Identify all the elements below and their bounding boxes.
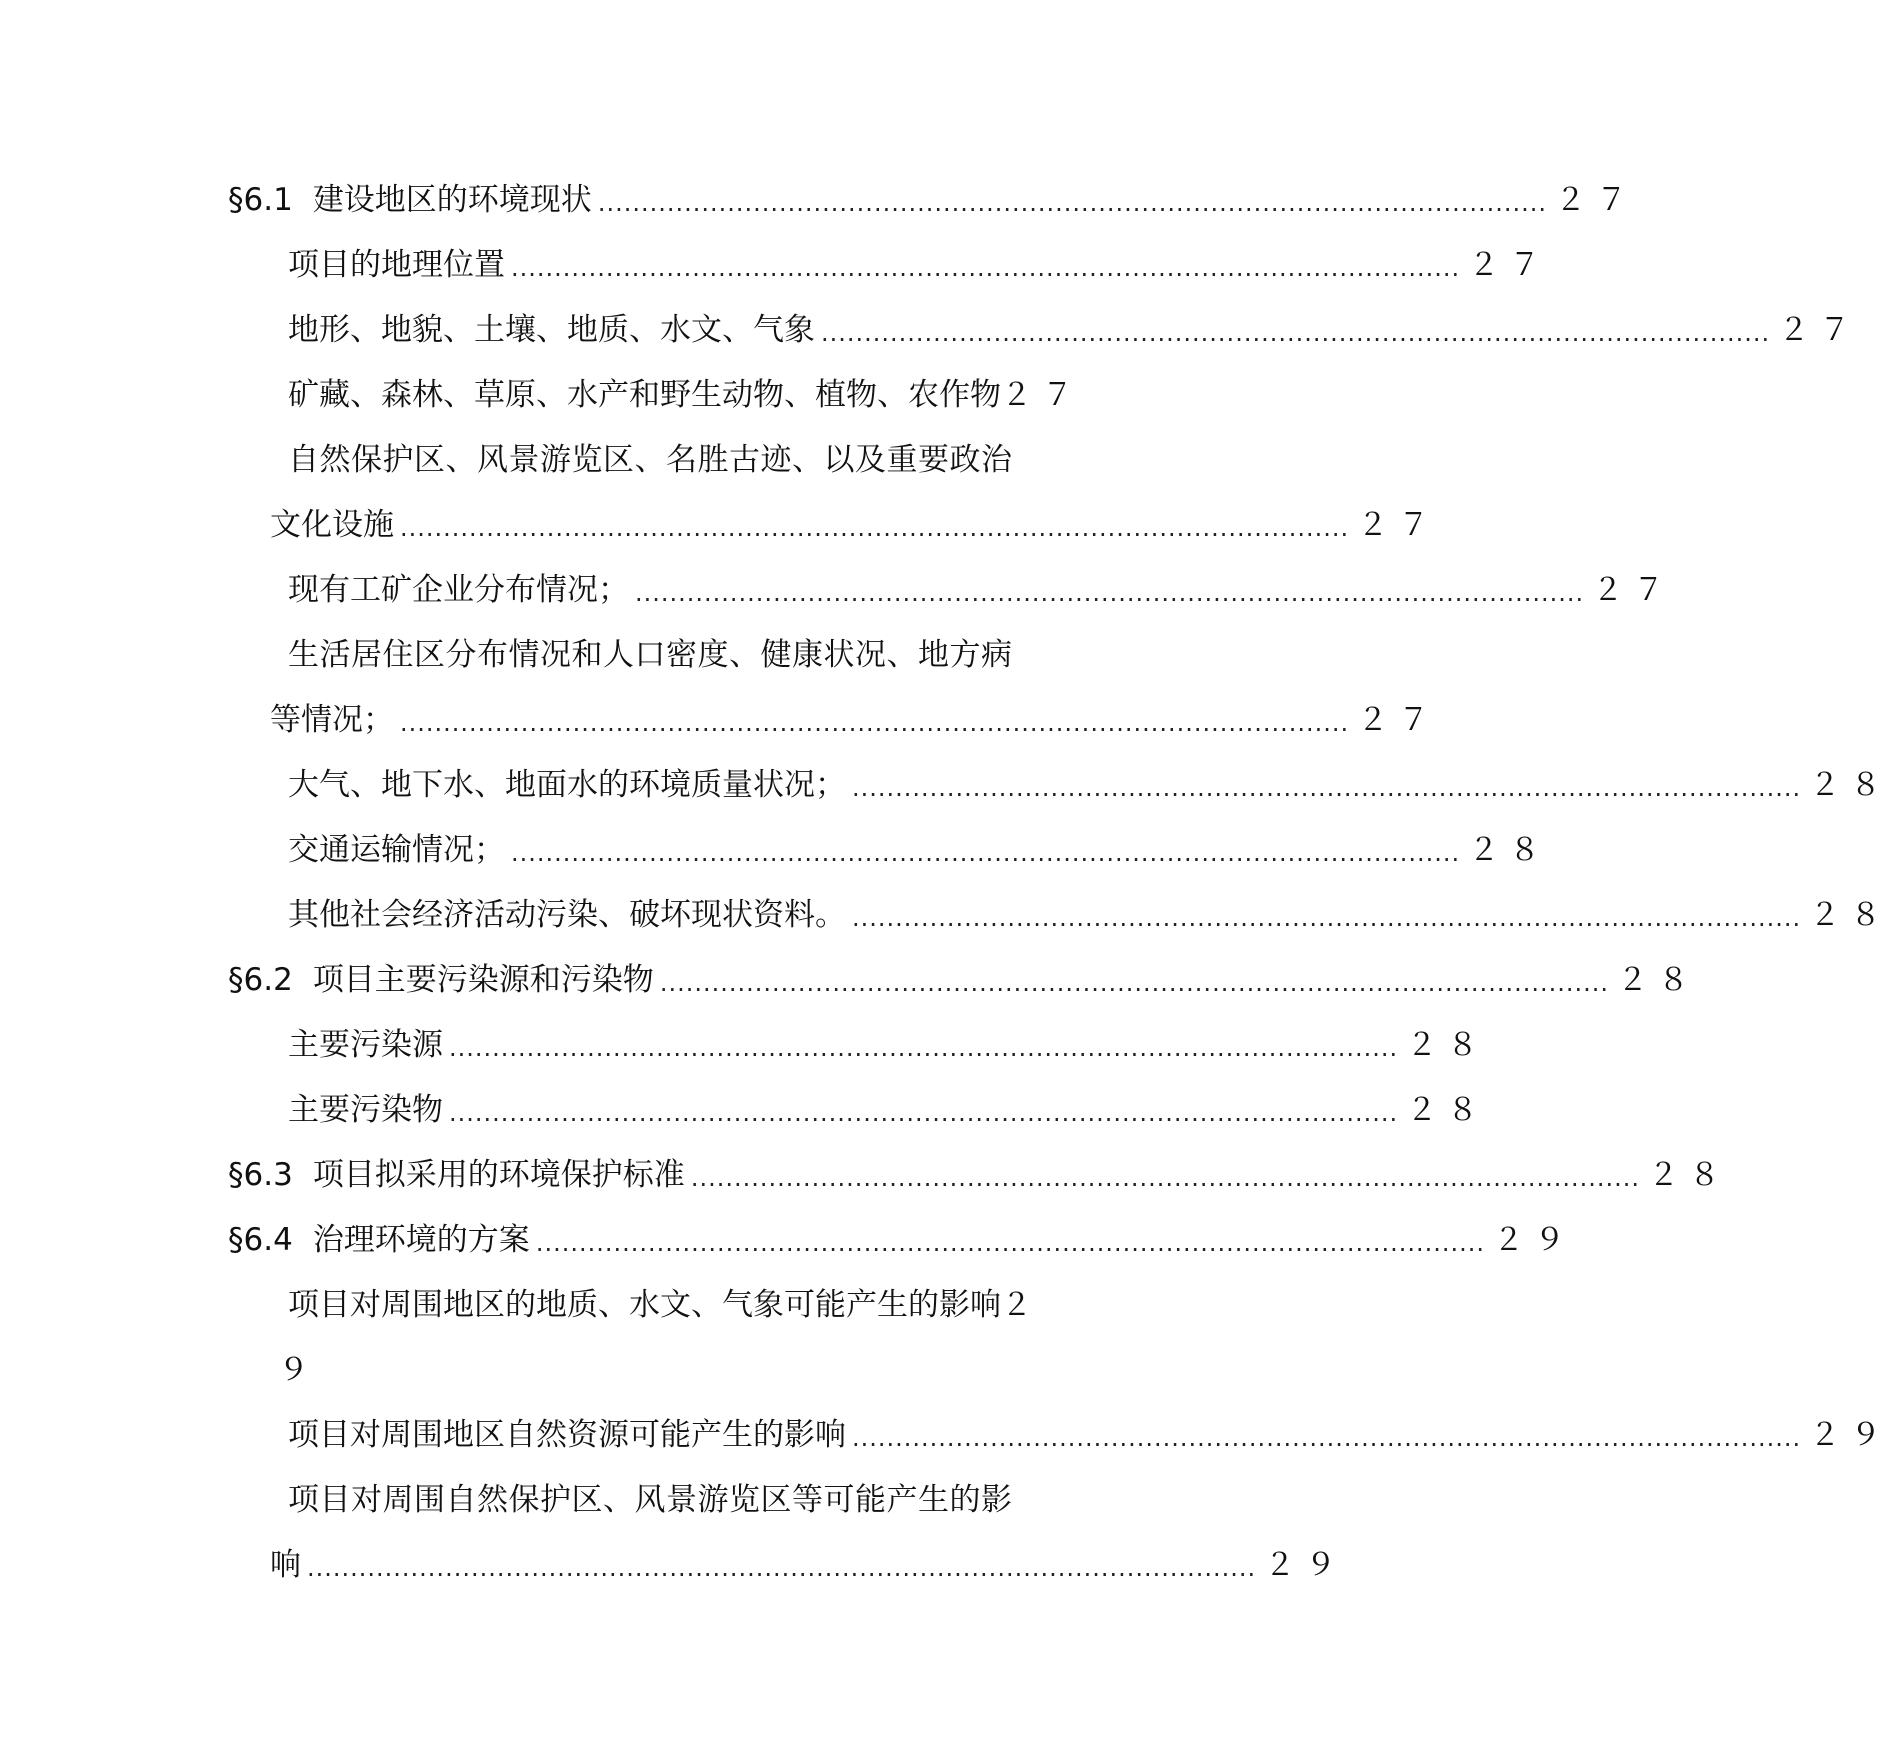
dot-leader: ..............................................................................................................	[659, 969, 1609, 997]
dot-leader: ..............................................................................................................	[511, 254, 1461, 282]
section-number: §6.2	[228, 962, 293, 998]
entry-title: 建设地区的环境现状	[312, 182, 592, 218]
toc-entry-section[interactable]	[0, 1195, 1575, 1260]
toc-entry[interactable]	[0, 805, 1551, 870]
dot-leader: ..............................................................................................................	[635, 579, 1585, 607]
page-number: ２７	[1357, 702, 1440, 738]
page-number: ２７	[1357, 507, 1440, 543]
section-number: §6.3	[228, 1157, 293, 1193]
page-number: ２８	[1468, 832, 1551, 868]
dot-leader: ..............................................................................................................	[690, 1164, 1640, 1192]
entry-title-continuation: 响	[270, 1547, 301, 1583]
entry-title-continuation: ９	[278, 1352, 309, 1388]
dot-leader: ..............................................................................................................	[821, 319, 1771, 347]
entry-title: 项目对周围地区自然资源可能产生的影响	[288, 1417, 846, 1453]
entry-title: 其他社会经济活动污染、破坏现状资料。	[288, 897, 846, 933]
dot-leader: ..............................................................................................................	[535, 1229, 1485, 1257]
dot-leader: ..............................................................................................................	[597, 189, 1547, 217]
page-number: ２７	[1555, 182, 1637, 218]
entry-title: 主要污染物	[288, 1092, 443, 1128]
toc-entry-wrapped[interactable]	[0, 1260, 1241, 1325]
toc-entry[interactable]	[0, 545, 1675, 610]
toc-entry[interactable]	[0, 1000, 1489, 1065]
toc-entry-continuation[interactable]	[0, 480, 1440, 545]
table-of-contents	[0, 155, 1891, 1585]
section-number: §6.1	[228, 182, 293, 218]
dot-leader: ..............................................................................................................	[852, 1424, 1802, 1452]
entry-title: 自然保护区、风景游览区、名胜古迹、以及重要政治	[288, 442, 1013, 478]
entry-title: 项目对周围地区的地质、水文、气象可能产生的影响２	[288, 1287, 1032, 1323]
page-number: ２７	[1778, 312, 1861, 348]
toc-entry-continuation[interactable]	[0, 1325, 1241, 1390]
entry-title-continuation: 文化设施	[270, 507, 394, 543]
entry-title-continuation: 等情况；	[270, 702, 394, 738]
page-number: ２９	[1264, 1547, 1347, 1583]
entry-title: 主要污染源	[288, 1027, 443, 1063]
toc-entry-continuation[interactable]	[0, 1520, 1347, 1585]
dot-leader: ..............................................................................................................	[400, 709, 1350, 737]
toc-entry-section[interactable]	[0, 155, 1637, 220]
page-number: ２９	[1809, 1417, 1891, 1453]
toc-entry-section[interactable]	[0, 935, 1699, 1000]
toc-entry-section[interactable]	[0, 1130, 1730, 1195]
page-number: ２８	[1809, 897, 1891, 933]
toc-entry[interactable]	[0, 740, 1891, 805]
page-number: ２８	[1648, 1157, 1730, 1193]
toc-entry[interactable]	[0, 1065, 1489, 1130]
entry-title: 项目对周围自然保护区、风景游览区等可能产生的影	[288, 1482, 1013, 1518]
dot-leader: ..............................................................................................................	[449, 1034, 1399, 1062]
toc-entry-wrapped[interactable]	[0, 1455, 1241, 1520]
section-number: §6.4	[228, 1222, 293, 1258]
toc-entry[interactable]	[0, 350, 1241, 415]
page-number: ２９	[1493, 1222, 1575, 1258]
entry-title: 大气、地下水、地面水的环境质量状况；	[288, 767, 846, 803]
page-number: ２７	[1468, 247, 1551, 283]
toc-entry[interactable]	[0, 870, 1891, 935]
entry-title: 生活居住区分布情况和人口密度、健康状况、地方病	[288, 637, 1013, 673]
toc-entry-continuation[interactable]	[0, 675, 1440, 740]
toc-entry[interactable]	[0, 1390, 1891, 1455]
page-number: ２８	[1617, 962, 1699, 998]
entry-title: 现有工矿企业分布情况；	[288, 572, 629, 608]
page-number: ２８	[1406, 1092, 1489, 1128]
entry-title: 项目的地理位置	[288, 247, 505, 283]
dot-leader: ..............................................................................................................	[400, 514, 1350, 542]
dot-leader: ..............................................................................................................	[307, 1554, 1257, 1582]
entry-title: 交通运输情况；	[288, 832, 505, 868]
dot-leader: ..............................................................................................................	[852, 904, 1802, 932]
page-number: ２７	[1001, 377, 1083, 413]
page-number: ２８	[1809, 767, 1891, 803]
dot-leader: ..............................................................................................................	[449, 1099, 1399, 1127]
dot-leader: ..............................................................................................................	[852, 774, 1802, 802]
page-number: ２８	[1406, 1027, 1489, 1063]
toc-entry[interactable]	[0, 220, 1551, 285]
toc-entry[interactable]	[0, 285, 1861, 350]
entry-title: 地形、地貌、土壤、地质、水文、气象	[288, 312, 815, 348]
toc-entry-wrapped[interactable]	[0, 610, 1241, 675]
entry-title: 项目拟采用的环境保护标准	[312, 1157, 685, 1193]
entry-title: 项目主要污染源和污染物	[312, 962, 654, 998]
page-number: ２７	[1592, 572, 1675, 608]
entry-title: 治理环境的方案	[312, 1222, 530, 1258]
entry-title: 矿藏、森林、草原、水产和野生动物、植物、农作物	[288, 377, 1001, 413]
toc-entry-wrapped[interactable]	[0, 415, 1241, 480]
dot-leader: ..............................................................................................................	[511, 839, 1461, 867]
